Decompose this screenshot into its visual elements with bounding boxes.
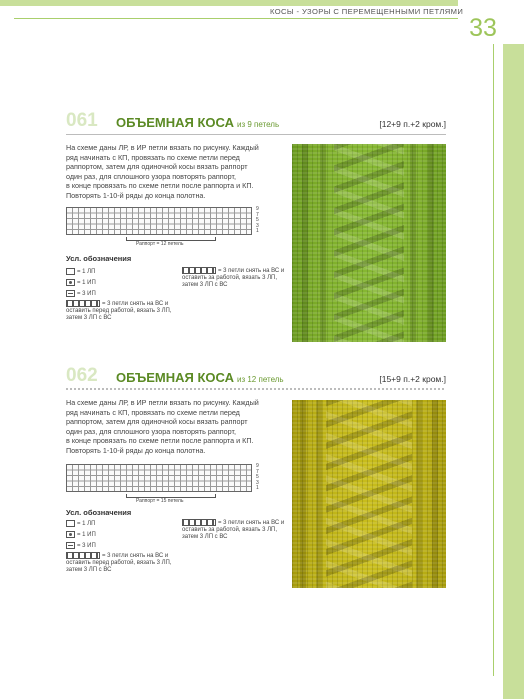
pattern-number: 062: [66, 365, 98, 386]
legend-text: = 1 ИП: [77, 280, 96, 287]
pattern-title-text: ОБЪЕМНАЯ КОСА: [116, 115, 234, 130]
cable-front-icon: [66, 300, 100, 307]
chart-row-number: 9: [256, 206, 259, 212]
title-rule: [66, 388, 446, 390]
knitting-chart: [66, 206, 259, 247]
pattern-title-row: [66, 365, 446, 386]
title-rule: [66, 134, 446, 135]
legend-item: [66, 531, 96, 539]
frame-right-band: [503, 44, 524, 699]
chart-row-number: 5: [256, 217, 259, 224]
description-line: в конце провязать по схеме петли после раппорта и КП.: [66, 436, 254, 446]
legend-text: = 3 петли снять на ВС и оставить за работой, вязать 3 ЛП, затем 3 ЛП с ВС: [182, 268, 285, 289]
pattern-title: [116, 370, 284, 388]
legend-text: = 1 ЛП: [77, 269, 96, 276]
chart-grid: [66, 464, 252, 492]
chart-row-number: 7: [256, 211, 259, 218]
page-number: 33: [469, 14, 497, 42]
cable-back-icon: [182, 267, 216, 274]
chart-row-numbers: [256, 464, 264, 492]
chart-row-number: 9: [256, 463, 259, 469]
legend-item: [66, 520, 95, 528]
legend-text: = 1 ЛП: [77, 521, 96, 528]
knit-symbol-icon: [66, 268, 75, 275]
cable-braid: [334, 144, 404, 342]
pattern-description: [66, 143, 284, 201]
chart-row-number: 3: [256, 479, 259, 486]
description-line: ряд начинать с КП, провязать по схеме петли перед: [66, 407, 240, 417]
knitted-swatch-image: [292, 144, 446, 342]
legend-item: [66, 542, 96, 550]
repeat-label: Раппорт = 12 петель: [136, 241, 184, 247]
repeat-label: Раппорт = 15 петель: [136, 498, 184, 504]
description-line: в конце провязать по схеме петли после раппорта и КП.: [66, 181, 254, 191]
rib-stitch: [302, 144, 308, 342]
pattern-title-text: ОБЪЕМНАЯ КОСА: [116, 370, 234, 385]
frame-top-line: [14, 18, 458, 19]
pattern-number: 061: [66, 110, 98, 131]
legend-text: = 3 ИП: [77, 543, 96, 550]
knit-symbol-icon: [66, 520, 75, 527]
legend-title: Усл. обозначения: [66, 254, 132, 263]
legend-item: [66, 300, 178, 323]
chart-row-number: 7: [256, 468, 259, 475]
rib-stitch: [432, 400, 438, 588]
purl-symbol-icon: [66, 531, 75, 538]
pattern-subtitle: из 9 петель: [237, 120, 280, 129]
legend-text: = 3 ИП: [77, 291, 96, 298]
legend-text: = 3 петли снять на ВС и оставить за работой, вязать 3 ЛП, затем 3 ЛП с ВС: [182, 520, 285, 541]
description-line: раппортом, затем для одиночной косы вязать раппорт: [66, 162, 248, 172]
description-line: На схеме даны ЛР, в ИР петли вязать по рисунку. Каждый: [66, 398, 259, 407]
cable-front-icon: [66, 552, 100, 559]
legend-item: [66, 290, 96, 298]
legend-title: Усл. обозначения: [66, 508, 132, 517]
description-line: раппортом, затем для одиночной косы вязать раппорт: [66, 417, 248, 427]
rib-stitch: [316, 400, 322, 588]
chart-row-number: 3: [256, 222, 259, 229]
pattern-title: [116, 115, 279, 133]
chart-row-number: 5: [256, 474, 259, 481]
rib-stitch: [300, 400, 306, 588]
pattern-description: [66, 398, 284, 456]
legend-item: [182, 519, 292, 542]
pattern-subtitle: из 12 петель: [237, 375, 284, 384]
rib-stitch: [320, 144, 326, 342]
chart-row-numbers: [256, 207, 264, 235]
description-line: Повторять 1-10-й ряды до конца полотна.: [66, 190, 206, 200]
legend-text: = 3 петли снять на ВС и оставить перед работой, вязать 3 ЛП, затем 3 ЛП с ВС: [66, 553, 172, 574]
knitting-chart: [66, 463, 259, 504]
chart-row-number: 1: [256, 228, 259, 235]
cable-braid: [326, 400, 412, 588]
rib-stitch: [410, 144, 416, 342]
chart-row-number: 1: [256, 485, 259, 492]
pattern-061: [66, 110, 446, 322]
pattern-062: [66, 365, 446, 574]
legend-item: [66, 279, 96, 287]
description-line: На схеме даны ЛР, в ИР петли вязать по рисунку. Каждый: [66, 143, 259, 152]
purl-symbol-icon: [66, 279, 75, 286]
description-line: ряд начинать с КП, провязать по схеме петли перед: [66, 152, 240, 162]
legend-item: [182, 267, 292, 290]
legend-text: = 1 ИП: [77, 532, 96, 539]
legend-text: = 3 петли снять на ВС и оставить перед работой, вязать 3 ЛП, затем 3 ЛП с ВС: [66, 301, 172, 322]
chart-grid: [66, 207, 252, 235]
running-head: КОСЫ - УЗОРЫ С ПЕРЕМЕЩЕННЫМИ ПЕТЛЯМИ: [270, 7, 464, 16]
legend-item: [66, 268, 95, 276]
rib-stitch: [416, 400, 422, 588]
purl3-symbol-icon: [66, 542, 75, 549]
rib-stitch: [428, 144, 434, 342]
pattern-repeat: [15+9 п.+2 кром.]: [379, 374, 446, 384]
pattern-title-row: [66, 110, 446, 131]
legend-item: [66, 552, 178, 575]
purl3-symbol-icon: [66, 290, 75, 297]
pattern-repeat: [12+9 п.+2 кром.]: [379, 119, 446, 129]
description-line: один раз, для сплошного узора повторять раппорт,: [66, 426, 236, 436]
frame-right-line: [493, 44, 494, 676]
description-line: Повторять 1-10-й ряды до конца полотна.: [66, 445, 206, 455]
cable-back-icon: [182, 519, 216, 526]
knitted-swatch-image: [292, 400, 446, 588]
description-line: один раз, для сплошного узора повторять раппорт,: [66, 171, 236, 181]
